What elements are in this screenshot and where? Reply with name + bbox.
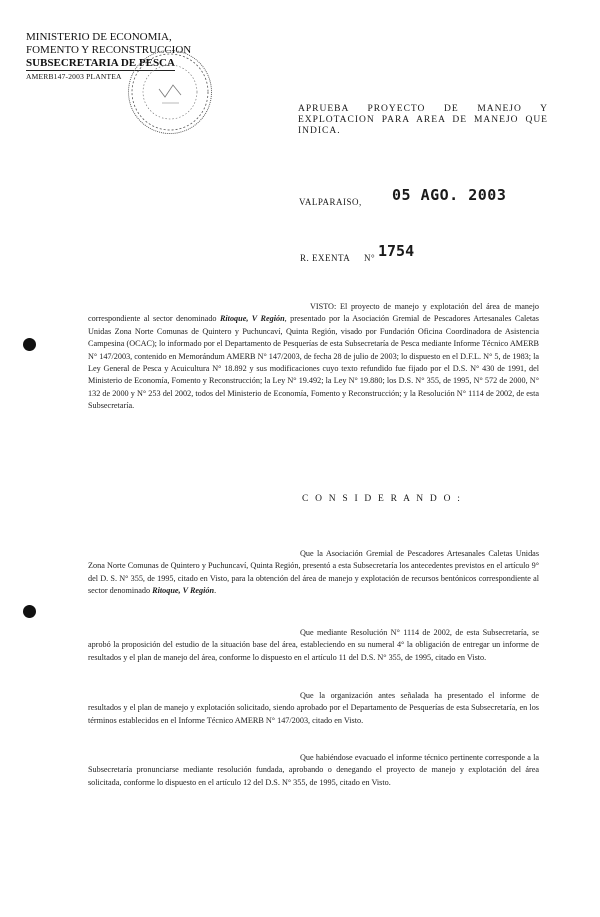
seal-stamp <box>128 50 212 134</box>
visto-sector: Ritoque, V Región <box>219 314 285 324</box>
punch-hole-bottom <box>23 605 36 618</box>
considerando-paragraph-1: Que la Asociación Gremial de Pescadores Artesanales Caletas Unidas Zona Norte Comunas de Quintero y Puchuncaví, Quinta Región, presentó a esta Subsecretaría los antecedentes previstos en el artículo 9° del D. S. N° 355, de 1995, citado en Visto, para la obtención del área de manejo y explotación de recursos bentónicos correspondiente al sector denominado Ritoque, V Región. <box>88 549 539 596</box>
date-stamp: 05 AGO. 2003 <box>392 186 507 204</box>
punch-hole-top <box>23 338 36 351</box>
exenta-label: R. EXENTA <box>300 253 351 263</box>
considerando-paragraph-2: Que mediante Resolución N° 1114 de 2002, de esta Subsecretaría, se aprobó la proposición del estudio de la situación base del área, estableciendo en su numeral 4° la obligación de entregar un informe de resultados y el plan de manejo del área, conforme lo dispuesto en el artículo 11 del D.S. N° 355, de 1995, citado en Visto. <box>88 628 539 662</box>
ministry-name: MINISTERIO DE ECONOMIA, <box>26 31 172 43</box>
considerando-heading: C O N S I D E R A N D O : <box>302 494 463 504</box>
subject-line-3: INDICA. <box>298 126 341 136</box>
subject-line-1: APRUEBA PROYECTO DE MANEJO Y <box>298 104 548 114</box>
p1-sector: Ritoque, V Región <box>152 586 215 596</box>
exenta-number-sign: N° <box>364 253 376 263</box>
subject-block <box>298 104 548 137</box>
subject-line-2: EXPLOTACION PARA AREA DE MANEJO QUE <box>298 115 548 125</box>
considerando-paragraph-4: Que habiéndose evacuado el informe técnico pertinente corresponde a la Subsecretaría pronunciarse mediante resolución fundada, aprobando o denegando el proyecto de manejo y explotación del área solicitada, conforme lo dispuesto en el artículo 12 del D.S. N° 355, de 1995, citado en Visto. <box>88 753 539 787</box>
seal-icon <box>129 51 211 133</box>
undersecretariat-name: SUBSECRETARIA DE PESCA <box>26 57 175 69</box>
ministry-subname: FOMENTO Y RECONSTRUCCION <box>26 44 192 56</box>
place-label: VALPARAISO, <box>299 197 362 207</box>
exenta-number: 1754 <box>378 242 415 260</box>
visto-paragraph: VISTO: El proyecto de manejo y explotación del área de manejo correspondiente al sector denominado Ritoque, V Región, presentado por la Asociación Gremial de Pescadores Artesanales Caletas Unidas Zona Norte Comunas de Quintero y Puchuncaví, Quinta Región, visado por Fundación Oficina Coordinadora de Asistencia Campesina (OCAC); lo informado por el Departamento de Pesquerías de esta Subsecretaría de Pesca mediante Informe Técnico AMERB N° 147/2003, contenido en Memorándum AMERB N° 147/2003, de fecha 28 de julio de 2003; lo dispuesto en el D.F.L. N° 5, de 1983; la Ley General de Pesca y Acuicultura N° 18.892 y sus modificaciones cuyo texto refundido fue fijado por el D.S. N° 430 de 1991, del Ministerio de Economía, Fomento y Reconstrucción; la Ley N° 19.492; la Ley N° 19.880; los D.S. N° 355, de 1995, N° 572 de 2000, N° 132 de 2000 y N° 253 del 2002, todos del Ministerio de Economía, Fomento y Reconstrucción; y la Resolución N° 1114 de 2002, de esta Subsecretaría. <box>88 302 539 411</box>
considerando-paragraph-3: Que la organización antes señalada ha presentado el informe de resultados y el plan de manejo y explotación solicitado, siendo aprobado por el Departamento de Pesquerías de esta Subsecretaría, en los términos establecidos en el Informe Técnico AMERB N° 147/2003, citado en Visto. <box>88 691 539 725</box>
document-code: AMERB147-2003 PLANTEA <box>26 72 122 81</box>
